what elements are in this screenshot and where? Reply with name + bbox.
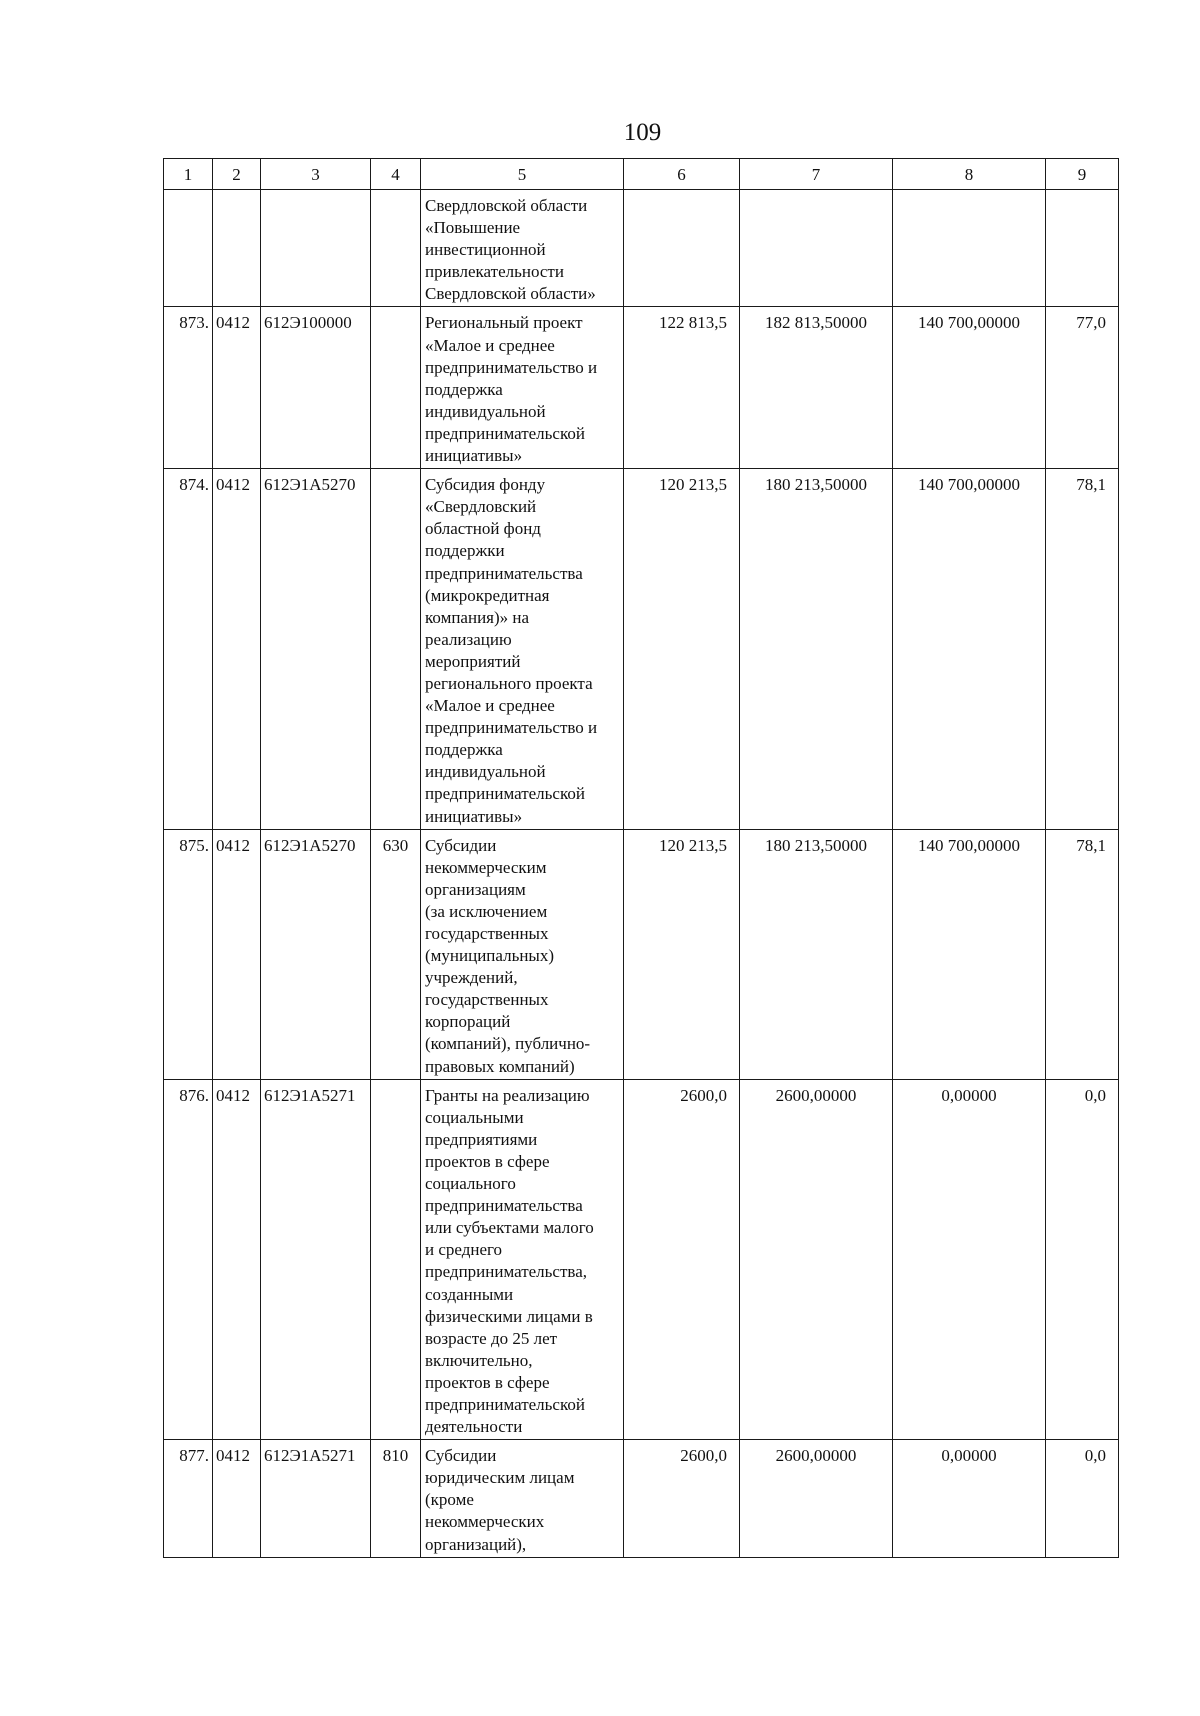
section-code: 0412 bbox=[213, 829, 261, 1079]
execution-percent: 0,0 bbox=[1046, 1079, 1119, 1440]
row-number: 873. bbox=[164, 307, 213, 469]
item-name: Субсидии юридическим лицам (кроме некоммерческих организаций), bbox=[421, 1440, 624, 1557]
approved-amount: 120 213,5 bbox=[624, 829, 740, 1079]
plan-amount bbox=[740, 190, 893, 307]
header-col-4: 4 bbox=[371, 159, 421, 190]
target-code: 612Э1А5271 bbox=[261, 1440, 371, 1557]
executed-amount: 140 700,00000 bbox=[893, 469, 1046, 830]
target-code bbox=[261, 190, 371, 307]
table-row bbox=[164, 307, 1119, 469]
approved-amount bbox=[624, 190, 740, 307]
header-col-2: 2 bbox=[213, 159, 261, 190]
target-code: 612Э1А5270 bbox=[261, 829, 371, 1079]
budget-table bbox=[163, 158, 1119, 1558]
execution-percent: 0,0 bbox=[1046, 1440, 1119, 1557]
executed-amount: 140 700,00000 bbox=[893, 307, 1046, 469]
executed-amount: 140 700,00000 bbox=[893, 829, 1046, 1079]
header-col-7: 7 bbox=[740, 159, 893, 190]
row-number: 874. bbox=[164, 469, 213, 830]
expense-type-code: 630 bbox=[371, 829, 421, 1079]
table-row bbox=[164, 829, 1119, 1079]
plan-amount: 2600,00000 bbox=[740, 1079, 893, 1440]
plan-amount: 180 213,50000 bbox=[740, 469, 893, 830]
executed-amount: 0,00000 bbox=[893, 1079, 1046, 1440]
section-code: 0412 bbox=[213, 1079, 261, 1440]
expense-type-code bbox=[371, 469, 421, 830]
item-name: Субсидии некоммерческим организациям (за исключением государственных (муниципальных) учреждений, государственных корпораций (компаний), публично- правовых компаний) bbox=[421, 829, 624, 1079]
expense-type-code: 810 bbox=[371, 1440, 421, 1557]
table-row bbox=[164, 1079, 1119, 1440]
item-name: Свердловской области «Повышение инвестиционной привлекательности Свердловской области» bbox=[421, 190, 624, 307]
header-col-1: 1 bbox=[164, 159, 213, 190]
approved-amount: 2600,0 bbox=[624, 1440, 740, 1557]
item-name: Субсидия фонду «Свердловский областной фонд поддержки предпринимательства (микрокредитная компания)» на реализацию мероприятий регионального проекта «Малое и среднее предпринимательство и поддержка индивидуальной предпринимательской инициативы» bbox=[421, 469, 624, 830]
section-code: 0412 bbox=[213, 469, 261, 830]
table-body bbox=[164, 190, 1119, 1558]
executed-amount bbox=[893, 190, 1046, 307]
header-col-6: 6 bbox=[624, 159, 740, 190]
target-code: 612Э1А5271 bbox=[261, 1079, 371, 1440]
row-number bbox=[164, 190, 213, 307]
header-col-9: 9 bbox=[1046, 159, 1119, 190]
table-row bbox=[164, 1440, 1119, 1557]
item-name: Региональный проект «Малое и среднее предпринимательство и поддержка индивидуальной предпринимательской инициативы» bbox=[421, 307, 624, 469]
target-code: 612Э1А5270 bbox=[261, 469, 371, 830]
plan-amount: 2600,00000 bbox=[740, 1440, 893, 1557]
plan-amount: 180 213,50000 bbox=[740, 829, 893, 1079]
approved-amount: 2600,0 bbox=[624, 1079, 740, 1440]
item-name: Гранты на реализацию социальными предприятиями проектов в сфере социального предпринимательства или субъектами малого и среднего предпринимательства, созданными физическими лицами в возрасте до 25 лет включительно, проектов в сфере предпринимательской деятельности bbox=[421, 1079, 624, 1440]
header-col-3: 3 bbox=[261, 159, 371, 190]
header-col-5: 5 bbox=[421, 159, 624, 190]
execution-percent: 78,1 bbox=[1046, 469, 1119, 830]
section-code: 0412 bbox=[213, 307, 261, 469]
plan-amount: 182 813,50000 bbox=[740, 307, 893, 469]
table-row bbox=[164, 469, 1119, 830]
execution-percent: 78,1 bbox=[1046, 829, 1119, 1079]
expense-type-code bbox=[371, 307, 421, 469]
approved-amount: 120 213,5 bbox=[624, 469, 740, 830]
executed-amount: 0,00000 bbox=[893, 1440, 1046, 1557]
approved-amount: 122 813,5 bbox=[624, 307, 740, 469]
expense-type-code bbox=[371, 1079, 421, 1440]
section-code bbox=[213, 190, 261, 307]
execution-percent bbox=[1046, 190, 1119, 307]
table-header bbox=[164, 159, 1119, 190]
row-number: 877. bbox=[164, 1440, 213, 1557]
expense-type-code bbox=[371, 190, 421, 307]
header-row bbox=[164, 159, 1119, 190]
table-row bbox=[164, 190, 1119, 307]
row-number: 875. bbox=[164, 829, 213, 1079]
target-code: 612Э100000 bbox=[261, 307, 371, 469]
header-col-8: 8 bbox=[893, 159, 1046, 190]
row-number: 876. bbox=[164, 1079, 213, 1440]
execution-percent: 77,0 bbox=[1046, 307, 1119, 469]
section-code: 0412 bbox=[213, 1440, 261, 1557]
page-number: 109 bbox=[623, 119, 662, 146]
